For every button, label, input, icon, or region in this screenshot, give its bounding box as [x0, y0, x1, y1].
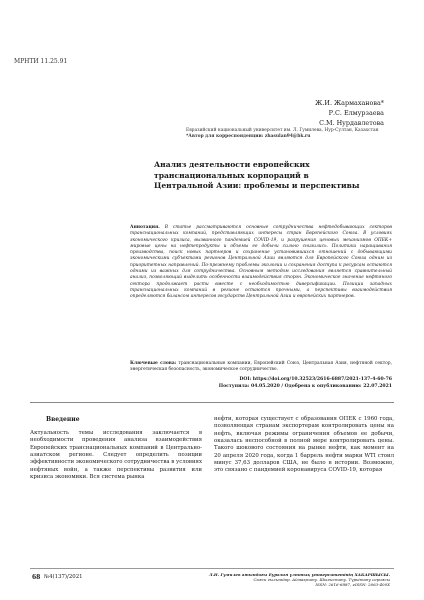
- journal-info: [180, 572, 390, 588]
- author-name: Р.С. Елмурзаева: [328, 109, 384, 117]
- abstract-text: В статье рассматриваются основные сотрудничества нефтедобывающих секторов транснациональных компаний, представляющих интересы стран Европейского Союза. В условиях экономического кризиса, вызванного пандемией COVID-19, и разрушения ценовых механизмов ОПЕК+ мировые цены на нефтепродукты и объемы ее добычи сильно снизились. Политика наращивания производства, поиск новых партнеров и сохранение установившихся отношений с добывающими экономическими субъектами регионов Центральной Азии являются для Европейского Союза одним из приоритетных направлений. По-прежнему проблемы экологии и сохранения доступа к ресурсам остаются одними из важных для сотрудничества. Основным методом исследования является сравнительный анализ, позволяющий выделить особенности взаимодействия сторон. Экономическое значение нефтяного сектора продолжает расти вместе с необходимостью диверсификации. Позиции западных транснациональных компаний в регионе остаются прочными, а перспективы взаимодействия определяются балансом интересов государств Центральной Азии и европейских партнеров.: [130, 225, 392, 300]
- journal-series: Саяси ғылымдар. Аймақтану. Шығыстану. Түркітану сериясы: [253, 577, 390, 583]
- article-identifiers: [170, 376, 392, 390]
- affiliation-block: [186, 128, 386, 141]
- mrnti-code: МРНТИ 11.25.91: [14, 58, 68, 65]
- doi-link[interactable]: DOI: https://doi.org/10.32523/2616-6887/2021-137-4-60-76: [239, 377, 392, 382]
- corresponding-author: *Автор для корреспонденции: zhasulan94@bk.ru: [186, 134, 311, 140]
- abstract-label: Аннотация.: [130, 225, 160, 230]
- page-number: 68: [32, 574, 41, 581]
- author-list: [274, 98, 384, 128]
- body-column-left: Актуальность темы исследования заключается в необходимости проведения анализа взаимодействия Европейских транснациональных компаний в Центрально-азиатском регионе. Следует определить позиции эффективности экономического сотрудничества в условиях нефтяных войн, а также перспективы развития или кризиса экономики. Вся система рынка: [30, 430, 202, 481]
- keywords-text: транснациональные компании, Европейский Союз, Центральная Азия, нефтяной сектор, энергетическая безопасность, экономическое сотрудничество.: [130, 361, 392, 373]
- affiliation-text: Евразийский национальный университет им. Л. Гумилева, Нур-Султан, Казахстан: [186, 128, 379, 133]
- article-title: Анализ деятельности европейских транснациональных корпораций в Центральной Азии: проблемы и перспективы: [154, 160, 360, 190]
- issue-number: №4(137)/2021: [44, 574, 83, 580]
- intro-heading: Введение: [46, 416, 80, 423]
- keywords-label: Ключевые слова:: [130, 361, 177, 366]
- author-name: С.М. Нурдавлетова: [319, 119, 384, 127]
- keywords: [130, 361, 392, 374]
- received-dates: Поступила: 04.05.2020 / Одобрена к опубликованию: 22.07.2021: [218, 384, 392, 389]
- author-name: Ж.И. Жармаханова*: [315, 99, 384, 107]
- journal-issn: ISSN: 2616-6887, eISSN: 2663-400X: [315, 582, 390, 588]
- footer-divider: [30, 568, 394, 569]
- body-column-right: нефти, которая существует с образования ОПЕК с 1960 года, позволяющая странам экспортерам контролировать цены на нефть, включая режимы ограничения объемов ее добычи, оказалась неспособной в полной мере контролировать цены. Такого шокового состояния на рынке нефти, как момент на 20 апреля 2020 года, когда 1 баррель нефти марки WTI стоил минус 37,63 долларов США, не было в истории. Возможно, это связано с пандемией коронавируса COVID-19, которая: [214, 416, 394, 474]
- section-divider: [30, 402, 394, 403]
- journal-name: Л.Н. Гумилев атындағы Еуразия ұлттық университетінің ХАБАРШЫСЫ.: [209, 572, 390, 577]
- abstract: [130, 225, 392, 301]
